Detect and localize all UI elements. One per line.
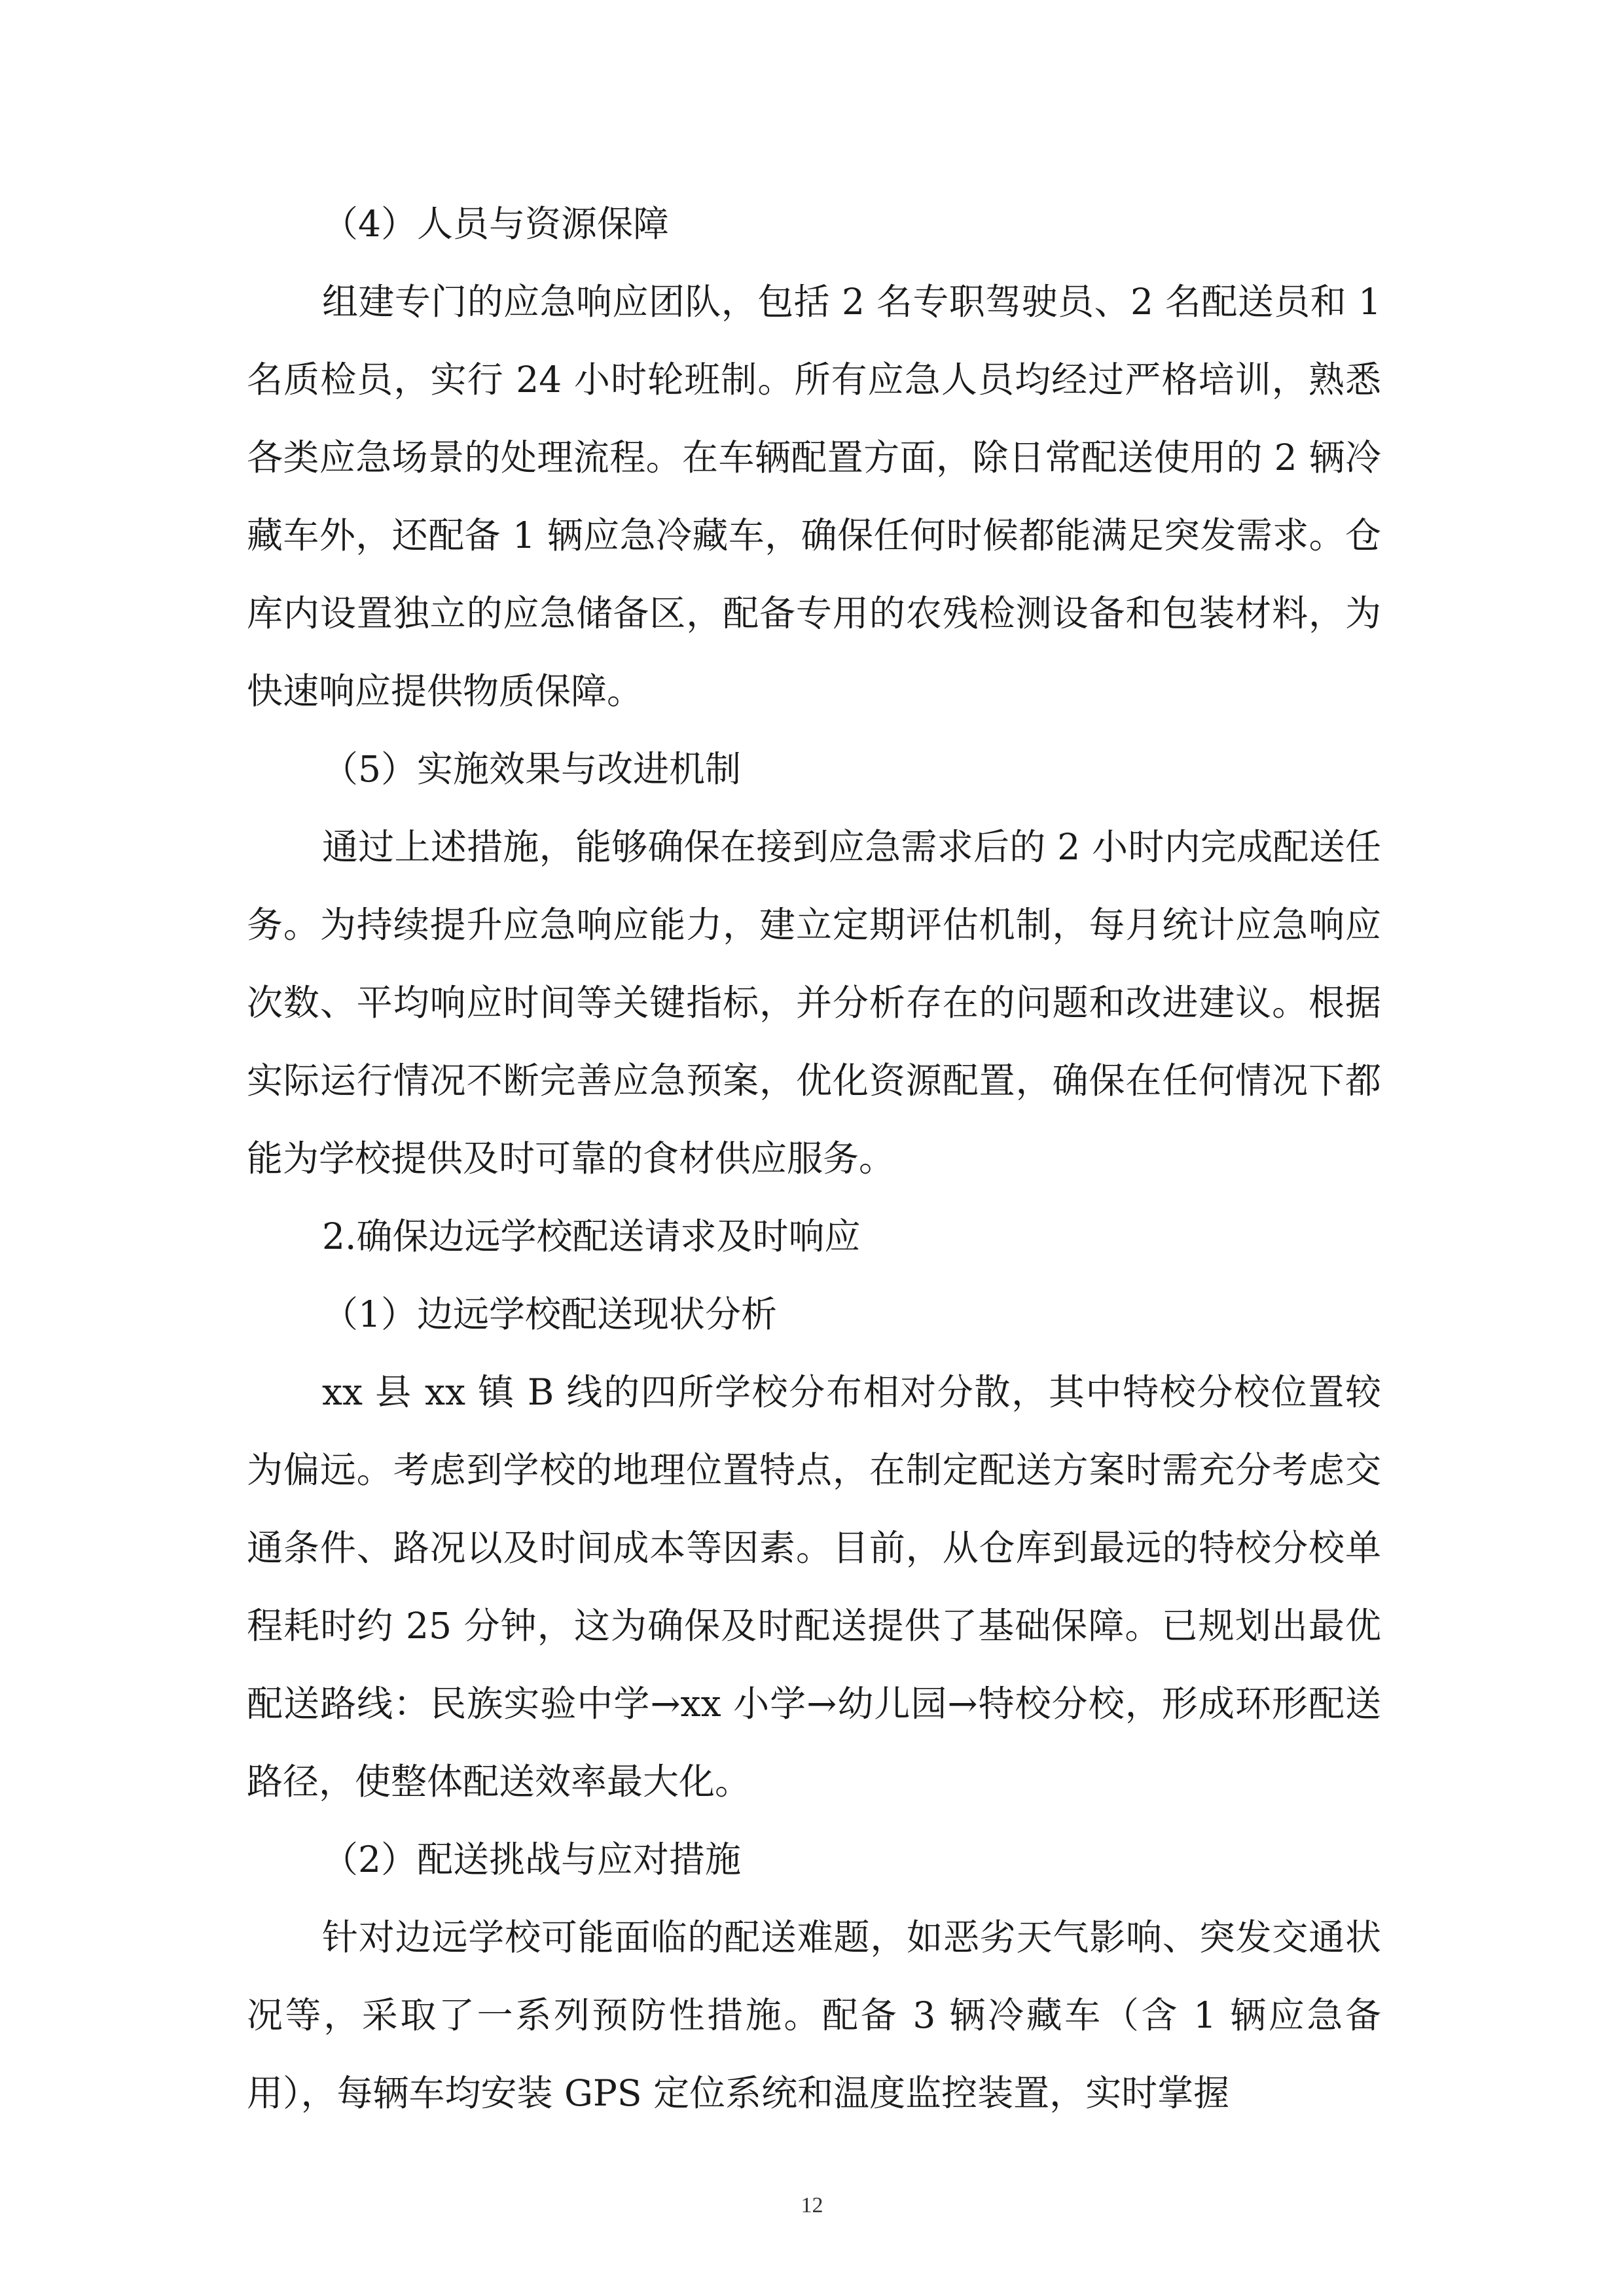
paragraph-challenges: 针对边远学校可能面临的配送难题，如恶劣天气影响、突发交通状况等，采取了一系列预防性措施。配备 3 辆冷藏车（含 1 辆应急备用），每辆车均安装 GPS 定位系统和温度监控装置，实时掌握 <box>247 1916 1381 2114</box>
paragraph-personnel: 组建专门的应急响应团队，包括 2 名专职驾驶员、2 名配送员和 1 名质检员，实行 24 小时轮班制。所有应急人员均经过严格培训，熟悉各类应急场景的处理流程。在车辆配置方面，除日常配送使用的 2 辆冷藏车外，还配备 1 辆应急冷藏车，确保任何时候都能满足突发需求。仓库内设置独立的应急储备区，配备专用的农残检测设备和包装材料，为快速响应提供物质保障。 <box>247 281 1381 712</box>
section-heading-status-analysis: （1）边远学校配送现状分析 <box>322 1293 777 1335</box>
paragraph-status-analysis: xx 县 xx 镇 B 线的四所学校分布相对分散，其中特校分校位置较为偏远。考虑到学校的地理位置特点，在制定配送方案时需充分考虑交通条件、路况以及时间成本等因素。目前，从仓库到最远的特校分校单程耗时约 25 分钟，这为确保及时配送提供了基础保障。已规划出最优配送路线：民族实验中学→xx 小学→幼儿园→特校分校，形成环形配送路径，使整体配送效率最大化。 <box>247 1371 1381 1803</box>
section-heading-personnel: （4）人员与资源保障 <box>322 203 669 245</box>
section-heading-effects: （5）实施效果与改进机制 <box>322 748 741 790</box>
page-number: 12 <box>801 2193 823 2217</box>
section-heading-remote-schools: 2.确保边远学校配送请求及时响应 <box>322 1215 861 1257</box>
paragraph-effects: 通过上述措施，能够确保在接到应急需求后的 2 小时内完成配送任务。为持续提升应急响应能力，建立定期评估机制，每月统计应急响应次数、平均响应时间等关键指标，并分析存在的问题和改进建议。根据实际运行情况不断完善应急预案，优化资源配置，确保在任何情况下都能为学校提供及时可靠的食材供应服务。 <box>247 826 1381 1179</box>
document-body <box>247 185 1381 2132</box>
section-heading-challenges: （2）配送挑战与应对措施 <box>322 1839 741 1880</box>
